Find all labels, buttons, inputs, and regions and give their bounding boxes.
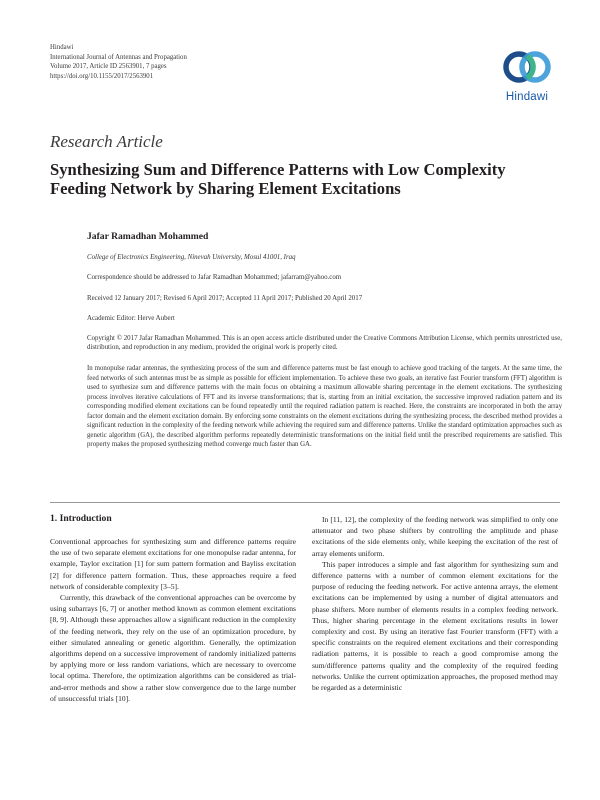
section-heading-introduction: 1. Introduction xyxy=(50,513,112,524)
volume-info: Volume 2017, Article ID 2563901, 7 pages xyxy=(50,63,167,71)
author-name: Jafar Ramadhan Mohammed xyxy=(87,231,209,242)
journal-name: International Journal of Antennas and Propagation xyxy=(50,53,187,61)
logo-wordmark: Hindawi xyxy=(505,91,549,103)
journal-header xyxy=(50,43,187,81)
paragraph: Currently, this drawback of the conventional approaches can be overcome by using subarrays [6, 7] or another method known as common element excitations [8, 9]. Although these approaches allow a significant reduction in the complexity of the feeding network, they rely on the use of an optimization procedure, by either simulated annealing or genetic algorithm. Generally, the optimization algorithms depend on a successive improvement of randomly initialized patterns by applying more or less random variations, which are necessary to overcome local optima. Therefore, the optimization algorithms can be considered as trial-and-error methods and show a rather slow convergence due to the large number of unsuccessful trials [10]. xyxy=(50,593,296,703)
hindawi-logo xyxy=(496,44,560,108)
article-title: Synthesizing Sum and Difference Patterns with Low Complexity Feeding Network by Sharing Element Excitations xyxy=(50,160,506,198)
publication-dates: Received 12 January 2017; Revised 6 April 2017; Accepted 11 April 2017; Published 20 April 2017 xyxy=(87,295,363,302)
paragraph: In [11, 12], the complexity of the feeding network was simplified to only one attenuator and two phase shifters by controlling the amplitude and phase excitations of the side elements only, while keeping the excitation of the rest of array elements uniform. xyxy=(312,515,558,558)
section-divider xyxy=(50,502,560,503)
paragraph: Conventional approaches for synthesizing sum and difference patterns require the use of two separate element excitations for one monopulse radar antenna, for example, Taylor excitation [1] for sum pattern formation and Bayliss excitation [2] for difference pattern formation. Thus, these approaches require a feed network of considerable complexity [3–5]. xyxy=(50,537,296,591)
left-column xyxy=(50,513,296,704)
doi-link[interactable]: https://doi.org/10.1155/2017/2563901 xyxy=(50,72,154,80)
correspondence: Correspondence should be addressed to Jafar Ramadhan Mohammed; jafarram@yahoo.com xyxy=(87,274,342,281)
publisher-name: Hindawi xyxy=(50,44,74,51)
right-column xyxy=(312,514,558,693)
affiliation: College of Electronics Engineering, Ninevah University, Mosul 41001, Iraq xyxy=(87,254,296,261)
copyright-notice: Copyright © 2017 Jafar Ramadhan Mohammed. This is an open access article distributed under the Creative Commons Attribution License, which permits unrestricted use, distribution, and reproduction in any medium, provided the original work is properly cited. xyxy=(87,335,562,352)
academic-editor: Academic Editor: Herve Aubert xyxy=(87,315,175,322)
paragraph: This paper introduces a simple and fast algorithm for synthesizing sum and difference patterns with a number of common element excitations for the purpose of reducing the feeding network. For active antenna arrays, the element excitations can be implemented by using a number of digital attenuators and phase shifters. More number of elements results in a complex feeding network. Thus, higher sharing percentage in the element excitations results in lower complexity and cost. By using an iterative fast Fourier transform (FFT) with a specific constraints on the required element excitations and their corresponding radiation patterns, it is possible to reach a good compromise among the sum/difference patterns quality and the complexity of the required feeding networks. Unlike the current optimization approaches, the proposed method may be regarded as a deterministic xyxy=(312,559,558,693)
article-type: Research Article xyxy=(50,132,163,151)
hindawi-rings-icon xyxy=(502,44,552,90)
abstract: In monopulse radar antennas, the synthesizing process of the sum and difference patterns must be fast enough to achieve good tracking of the targets. At the same time, the feed networks of such antennas must be as simple as possible for efficient implementation. To achieve these two goals, an iterative fast Fourier transform (FFT) algorithm is used to synthesize sum and difference patterns with the main focus on obtaining a maximum allowable sharing percentage in the element excitations. The synthesizing process involves iterative calculations of FFT and its inverse transformations; that is, starting from an initial excitation, the successive improved radiation pattern and its corresponding modified element excitations can be found repeatedly until the required radiation pattern is reached. Here, the constraints are incorporated in both the array factor domain and the element excitation domain. By enforcing some constraints on the element excitations during the synthesizing process, the described method provides a significant reduction in the complexity of the feeding network while achieving the required sum and difference patterns. Unlike the standard optimization approaches such as genetic algorithm (GA), the described algorithm performs repeatedly deterministic transformations on the initial field until the prescribed requirements are satisfied. This property makes the proposed synthesizing method converge much faster than GA. xyxy=(87,365,562,448)
